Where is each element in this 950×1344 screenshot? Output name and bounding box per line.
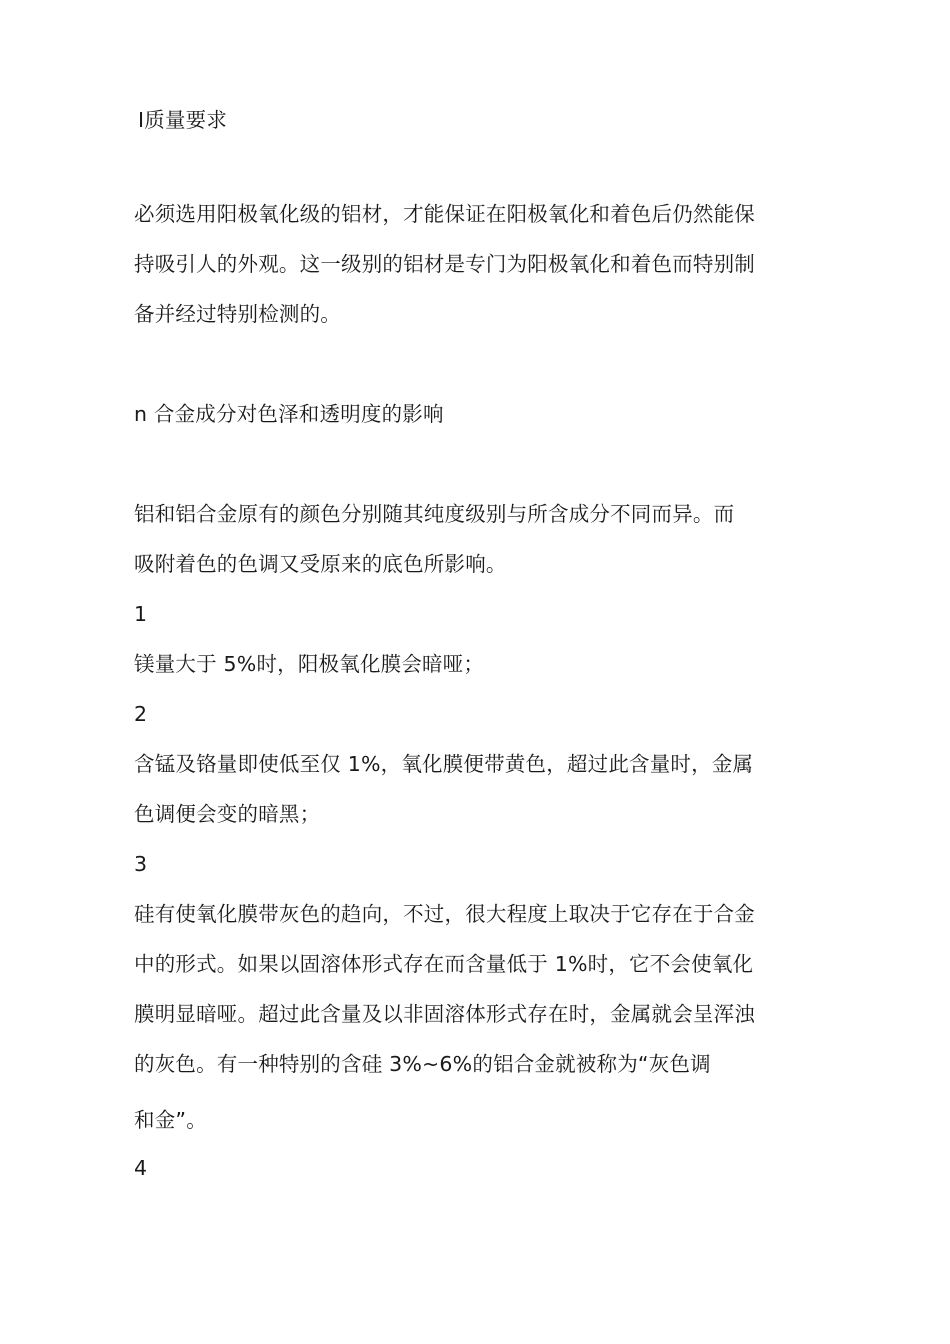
item-line: 的灰色。有一种特别的含硅 3%~6%的铝合金就被称为“灰色调 xyxy=(134,1052,711,1076)
paragraph-line: 吸附着色的色调又受原来的底色所影响。 xyxy=(134,552,507,576)
section-heading-alloy: n 合金成分对色泽和透明度的影响 xyxy=(134,402,444,426)
section-heading-quality: Ⅰ质量要求 xyxy=(138,108,228,132)
item-line: 色调便会变的暗黑； xyxy=(134,802,321,826)
item-number: 2 xyxy=(134,702,148,726)
item-number: 1 xyxy=(134,602,148,626)
paragraph-line: 持吸引人的外观。这一级别的铝材是专门为阳极氧化和着色而特别制 xyxy=(134,252,755,276)
paragraph-line: 必须选用阳极氧化级的铝材，才能保证在阳极氧化和着色后仍然能保 xyxy=(134,202,755,226)
item-line: 和金”。 xyxy=(134,1108,207,1132)
item-line: 膜明显暗哑。超过此含量及以非固溶体形式存在时，金属就会呈浑浊 xyxy=(134,1002,755,1026)
item-line: 硅有使氧化膜带灰色的趋向，不过，很大程度上取决于它存在于合金 xyxy=(134,902,755,926)
paragraph-line: 铝和铝合金原有的颜色分别随其纯度级别与所含成分不同而异。而 xyxy=(134,502,735,526)
item-line: 中的形式。如果以固溶体形式存在而含量低于 1%时，它不会使氧化 xyxy=(134,952,754,976)
item-line: 含锰及铬量即使低至仅 1%，氧化膜便带黄色，超过此含量时，金属 xyxy=(134,752,754,776)
item-line: 镁量大于 5%时，阳极氧化膜会暗哑； xyxy=(134,652,485,676)
paragraph-line: 备并经过特别检测的。 xyxy=(134,302,341,326)
item-number: 4 xyxy=(134,1156,148,1180)
item-number: 3 xyxy=(134,852,148,876)
